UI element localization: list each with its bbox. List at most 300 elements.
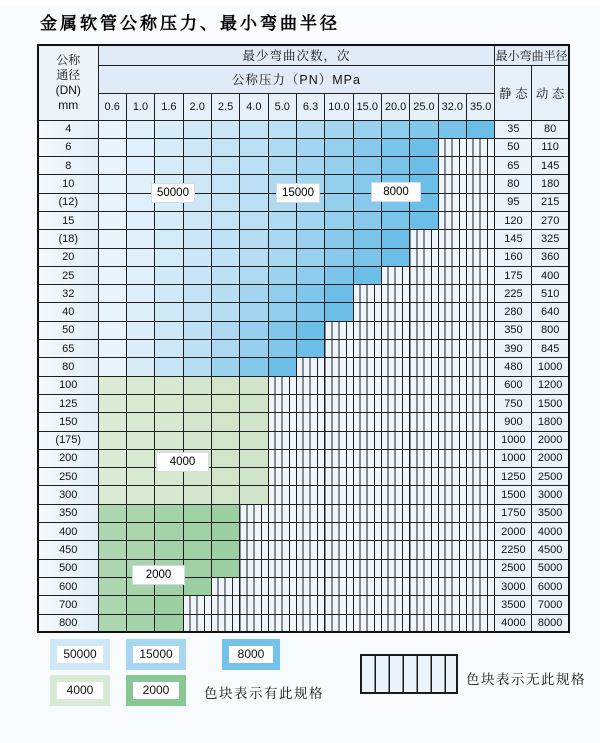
no-spec-cell <box>410 449 438 467</box>
spec-cell <box>381 211 409 229</box>
no-spec-cell <box>325 577 353 595</box>
spec-cell <box>240 211 268 229</box>
dn-label-cell: 4 <box>38 120 98 138</box>
no-spec-cell <box>381 523 409 541</box>
spec-cell <box>155 431 183 449</box>
no-spec-cell <box>353 504 381 522</box>
spec-cell <box>211 157 239 175</box>
spec-cell <box>211 340 239 358</box>
no-spec-cell <box>381 358 409 376</box>
spec-cell <box>268 157 296 175</box>
no-spec-cell <box>466 431 494 449</box>
spec-cell <box>211 486 239 504</box>
spec-cell <box>183 248 211 266</box>
spec-cell <box>183 541 211 559</box>
spec-cell <box>211 303 239 321</box>
spec-cell <box>155 394 183 412</box>
static-radius-cell: 280 <box>495 303 532 321</box>
no-spec-cell <box>438 303 466 321</box>
no-spec-cell <box>268 376 296 394</box>
dn-row <box>38 321 569 339</box>
spec-cell <box>296 266 324 284</box>
no-spec-cell <box>353 523 381 541</box>
no-spec-cell <box>466 175 494 193</box>
static-radius-cell: 1000 <box>495 431 532 449</box>
no-spec-cell <box>466 577 494 595</box>
spec-cell <box>98 523 126 541</box>
spec-cell <box>155 266 183 284</box>
no-spec-cell <box>466 138 494 156</box>
spec-cell <box>240 413 268 431</box>
no-spec-cell <box>353 559 381 577</box>
dn-row <box>38 504 569 522</box>
page-title: 金属软管公称压力、最小弯曲半径 <box>40 14 340 34</box>
dynamic-radius-cell: 1000 <box>532 358 569 376</box>
spec-cell <box>240 248 268 266</box>
spec-cell <box>381 157 409 175</box>
spec-cell <box>98 211 126 229</box>
dynamic-radius-cell: 3000 <box>532 486 569 504</box>
dn-row <box>38 559 569 577</box>
spec-cell <box>353 230 381 248</box>
no-spec-cell <box>296 523 324 541</box>
dn-label-cell: 10 <box>38 175 98 193</box>
spec-cell <box>296 138 324 156</box>
dn-row <box>38 577 569 595</box>
no-spec-cell <box>381 559 409 577</box>
no-spec-cell <box>325 340 353 358</box>
table-corner-cell <box>38 45 98 120</box>
spec-cell <box>240 358 268 376</box>
legend-chip-50000 <box>50 639 110 670</box>
spec-cell <box>183 413 211 431</box>
no-spec-cell <box>466 468 494 486</box>
spec-cell <box>211 468 239 486</box>
no-spec-cell <box>410 266 438 284</box>
spec-cell <box>325 211 353 229</box>
no-spec-cell <box>438 321 466 339</box>
spec-cell <box>325 303 353 321</box>
spec-cell <box>155 138 183 156</box>
no-spec-cell <box>410 596 438 614</box>
no-spec-cell <box>438 449 466 467</box>
spec-cell <box>211 120 239 138</box>
no-spec-cell <box>240 523 268 541</box>
spec-cell <box>98 193 126 211</box>
no-spec-cell <box>410 577 438 595</box>
no-spec-cell <box>381 596 409 614</box>
spec-cell <box>126 211 154 229</box>
no-spec-cell <box>466 285 494 303</box>
no-spec-cell <box>296 486 324 504</box>
spec-cell <box>240 303 268 321</box>
no-spec-cell <box>410 431 438 449</box>
static-radius-cell: 2000 <box>495 523 532 541</box>
spec-cell <box>240 138 268 156</box>
spec-cell <box>98 614 126 632</box>
no-spec-cell <box>325 504 353 522</box>
no-spec-cell <box>381 449 409 467</box>
dynamic-radius-cell: 3500 <box>532 504 569 522</box>
spec-cell <box>98 285 126 303</box>
no-spec-cell <box>353 413 381 431</box>
dn-row <box>38 614 569 632</box>
no-spec-cell <box>240 614 268 632</box>
dn-row <box>38 486 569 504</box>
spec-cell <box>126 523 154 541</box>
spec-cell <box>211 248 239 266</box>
dn-row <box>38 120 569 138</box>
no-spec-cell <box>325 358 353 376</box>
dn-label-cell: 8 <box>38 157 98 175</box>
no-spec-cell <box>466 211 494 229</box>
spec-cell <box>183 138 211 156</box>
dn-label-cell: 125 <box>38 394 98 412</box>
no-spec-cell <box>381 266 409 284</box>
spec-cell <box>268 321 296 339</box>
spec-cell <box>98 449 126 467</box>
spec-cell <box>155 358 183 376</box>
no-spec-cell <box>325 614 353 632</box>
spec-cell <box>183 486 211 504</box>
dn-label-cell: 50 <box>38 321 98 339</box>
pressure-col-header: 35.0 <box>466 93 494 120</box>
spec-cell <box>183 431 211 449</box>
no-spec-cell <box>466 504 494 522</box>
spec-cell <box>296 230 324 248</box>
spec-cell <box>98 248 126 266</box>
legend-chip-8000 <box>222 639 280 670</box>
no-spec-cell <box>268 577 296 595</box>
spec-cell <box>268 285 296 303</box>
dynamic-radius-cell: 360 <box>532 248 569 266</box>
static-radius-cell: 50 <box>495 138 532 156</box>
dn-row <box>38 248 569 266</box>
spec-cell <box>268 358 296 376</box>
no-spec-cell <box>296 504 324 522</box>
spec-cell <box>296 120 324 138</box>
spec-cell <box>353 211 381 229</box>
spec-cell <box>240 486 268 504</box>
spec-cell <box>98 175 126 193</box>
pressure-col-header: 2.5 <box>211 93 239 120</box>
spec-cell <box>98 431 126 449</box>
spec-cell <box>296 303 324 321</box>
no-spec-cell <box>438 486 466 504</box>
no-spec-cell <box>353 596 381 614</box>
dn-row <box>38 431 569 449</box>
no-spec-cell <box>353 376 381 394</box>
no-spec-cell <box>381 340 409 358</box>
spec-cell <box>353 138 381 156</box>
dynamic-radius-cell: 2000 <box>532 431 569 449</box>
spec-cell <box>296 211 324 229</box>
dn-row <box>38 376 569 394</box>
no-spec-cell <box>381 431 409 449</box>
dynamic-radius-cell: 215 <box>532 193 569 211</box>
spec-cell <box>126 376 154 394</box>
top-margin-strip <box>0 0 600 7</box>
no-spec-cell <box>268 449 296 467</box>
static-radius-cell: 3500 <box>495 596 532 614</box>
spec-cell <box>211 431 239 449</box>
no-spec-cell <box>240 577 268 595</box>
no-spec-cell <box>296 614 324 632</box>
dn-row <box>38 449 569 467</box>
dynamic-radius-cell: 1800 <box>532 413 569 431</box>
spec-cell <box>211 541 239 559</box>
no-spec-cell <box>438 468 466 486</box>
dn-row <box>38 285 569 303</box>
spec-cell <box>126 468 154 486</box>
pressure-col-header: 0.6 <box>98 93 126 120</box>
spec-cell <box>325 138 353 156</box>
no-spec-cell <box>466 523 494 541</box>
dynamic-radius-cell: 800 <box>532 321 569 339</box>
spec-cell <box>381 230 409 248</box>
spec-cell <box>240 431 268 449</box>
spec-cell <box>126 486 154 504</box>
spec-cell <box>126 449 154 467</box>
spec-cell <box>126 248 154 266</box>
spec-cell <box>98 596 126 614</box>
no-spec-cell <box>353 394 381 412</box>
static-radius-cell: 95 <box>495 193 532 211</box>
dn-label-cell: 600 <box>38 577 98 595</box>
dynamic-col-header: 动 态 <box>532 65 569 120</box>
no-spec-cell <box>296 376 324 394</box>
no-spec-cell <box>296 559 324 577</box>
no-spec-cell <box>353 541 381 559</box>
no-spec-cell <box>466 266 494 284</box>
spec-cell <box>353 248 381 266</box>
static-radius-cell: 750 <box>495 394 532 412</box>
spec-cell <box>183 266 211 284</box>
dn-row <box>38 358 569 376</box>
no-spec-cell <box>438 394 466 412</box>
no-spec-cell <box>183 614 211 632</box>
legend-chip-4000 <box>50 675 110 706</box>
no-spec-cell <box>466 157 494 175</box>
static-radius-cell: 120 <box>495 211 532 229</box>
no-spec-cell <box>466 321 494 339</box>
no-spec-cell <box>438 193 466 211</box>
spec-cell <box>296 285 324 303</box>
pressure-col-header: 4.0 <box>240 93 268 120</box>
no-spec-cell <box>325 376 353 394</box>
spec-cell <box>438 120 466 138</box>
spec-cell <box>98 541 126 559</box>
spec-cell <box>98 266 126 284</box>
spec-cell <box>466 120 494 138</box>
no-spec-cell <box>438 248 466 266</box>
no-spec-cell <box>466 303 494 321</box>
no-spec-cell <box>353 285 381 303</box>
spec-cell <box>211 413 239 431</box>
spec-cell <box>381 120 409 138</box>
no-spec-cell <box>410 468 438 486</box>
no-spec-cell <box>410 523 438 541</box>
no-spec-cell <box>410 413 438 431</box>
pressure-col-header: 6.3 <box>296 93 324 120</box>
no-spec-cell <box>211 614 239 632</box>
pressure-col-header: 25.0 <box>410 93 438 120</box>
no-spec-cell <box>438 340 466 358</box>
spec-cell <box>240 230 268 248</box>
no-spec-cell <box>381 541 409 559</box>
spec-cell <box>240 193 268 211</box>
dn-label-cell: (12) <box>38 193 98 211</box>
dynamic-radius-cell: 80 <box>532 120 569 138</box>
static-radius-cell: 3000 <box>495 577 532 595</box>
dn-row <box>38 394 569 412</box>
bend-count-chip: 4000 <box>156 452 209 472</box>
spec-cell <box>183 559 211 577</box>
static-radius-cell: 175 <box>495 266 532 284</box>
no-spec-cell <box>466 541 494 559</box>
no-spec-cell <box>268 614 296 632</box>
no-spec-cell <box>325 431 353 449</box>
spec-cell <box>211 394 239 412</box>
no-spec-cell <box>268 504 296 522</box>
spec-cell <box>240 285 268 303</box>
spec-cell <box>155 376 183 394</box>
no-spec-cell <box>466 358 494 376</box>
no-spec-cell <box>325 596 353 614</box>
spec-cell <box>381 248 409 266</box>
no-spec-cell <box>240 504 268 522</box>
spec-cell <box>211 266 239 284</box>
spec-cell <box>268 211 296 229</box>
spec-cell <box>183 358 211 376</box>
bend-count-chip: 50000 <box>151 183 195 203</box>
static-radius-cell: 1250 <box>495 468 532 486</box>
spec-cell <box>410 120 438 138</box>
spec-cell <box>155 157 183 175</box>
legend-chip-value: 8000 <box>229 646 273 663</box>
dynamic-radius-cell: 2000 <box>532 449 569 467</box>
legend-chip-value: 50000 <box>57 646 103 663</box>
dynamic-radius-cell: 845 <box>532 340 569 358</box>
spec-cell <box>155 541 183 559</box>
spec-cell <box>155 523 183 541</box>
no-spec-cell <box>325 449 353 467</box>
pressure-values-row <box>38 93 569 120</box>
dn-label-cell: 500 <box>38 559 98 577</box>
spec-cell <box>183 285 211 303</box>
static-radius-cell: 600 <box>495 376 532 394</box>
no-spec-cell <box>325 486 353 504</box>
dn-label-cell: 25 <box>38 266 98 284</box>
legend-has-spec-note: 色块表示有此规格 <box>204 686 324 701</box>
spec-cell <box>268 138 296 156</box>
spec-cell <box>98 138 126 156</box>
no-spec-cell <box>353 577 381 595</box>
no-spec-cell <box>353 431 381 449</box>
dynamic-radius-cell: 5000 <box>532 559 569 577</box>
pressure-col-header: 15.0 <box>353 93 381 120</box>
dn-label-cell: 450 <box>38 541 98 559</box>
no-spec-cell <box>268 523 296 541</box>
no-spec-cell <box>438 211 466 229</box>
dynamic-radius-cell: 640 <box>532 303 569 321</box>
pressure-col-header: 20.0 <box>381 93 409 120</box>
spec-cell <box>268 120 296 138</box>
spec-cell <box>155 120 183 138</box>
no-spec-cell <box>381 614 409 632</box>
dynamic-radius-cell: 6000 <box>532 577 569 595</box>
spec-cell <box>211 559 239 577</box>
spec-cell <box>183 303 211 321</box>
legend-chip-15000 <box>126 639 186 670</box>
dn-row <box>38 468 569 486</box>
spec-cell <box>211 358 239 376</box>
no-spec-cell <box>381 303 409 321</box>
dn-label-cell: 20 <box>38 248 98 266</box>
dn-label-cell: 150 <box>38 413 98 431</box>
spec-cell <box>98 120 126 138</box>
bend-count-chip: 2000 <box>132 565 185 585</box>
no-spec-cell <box>296 468 324 486</box>
dynamic-radius-cell: 1200 <box>532 376 569 394</box>
spec-cell <box>296 248 324 266</box>
dn-label-cell: 350 <box>38 504 98 522</box>
spec-cell <box>126 266 154 284</box>
no-spec-cell <box>296 596 324 614</box>
corner-line: mm <box>58 97 79 112</box>
dn-row <box>38 596 569 614</box>
legend-no-spec-hatch-box <box>360 654 458 694</box>
spec-cell <box>98 413 126 431</box>
spec-cell <box>126 504 154 522</box>
dynamic-radius-cell: 1500 <box>532 394 569 412</box>
legend-chip-value: 4000 <box>57 682 103 699</box>
spec-cell <box>211 321 239 339</box>
dn-label-cell: 100 <box>38 376 98 394</box>
spec-cell <box>240 175 268 193</box>
spec-cell <box>211 230 239 248</box>
bend-times-header: 最少弯曲次数，次 <box>98 45 495 65</box>
no-spec-cell <box>410 358 438 376</box>
spec-cell <box>98 559 126 577</box>
spec-cell <box>98 230 126 248</box>
spec-cell <box>155 321 183 339</box>
no-spec-cell <box>466 596 494 614</box>
no-spec-cell <box>211 596 239 614</box>
spec-cell <box>211 193 239 211</box>
no-spec-cell <box>325 394 353 412</box>
no-spec-cell <box>438 559 466 577</box>
no-spec-cell <box>381 394 409 412</box>
spec-cell <box>155 230 183 248</box>
spec-cell <box>126 157 154 175</box>
dynamic-radius-cell: 510 <box>532 285 569 303</box>
no-spec-cell <box>410 321 438 339</box>
spec-cell <box>325 248 353 266</box>
no-spec-cell <box>381 577 409 595</box>
static-radius-cell: 160 <box>495 248 532 266</box>
no-spec-cell <box>410 376 438 394</box>
static-col-header: 静 态 <box>495 65 532 120</box>
no-spec-cell <box>466 394 494 412</box>
no-spec-cell <box>438 431 466 449</box>
dn-row <box>38 541 569 559</box>
dn-label-cell: 40 <box>38 303 98 321</box>
spec-cell <box>325 120 353 138</box>
no-spec-cell <box>410 504 438 522</box>
spec-cell <box>240 340 268 358</box>
spec-cell <box>126 138 154 156</box>
